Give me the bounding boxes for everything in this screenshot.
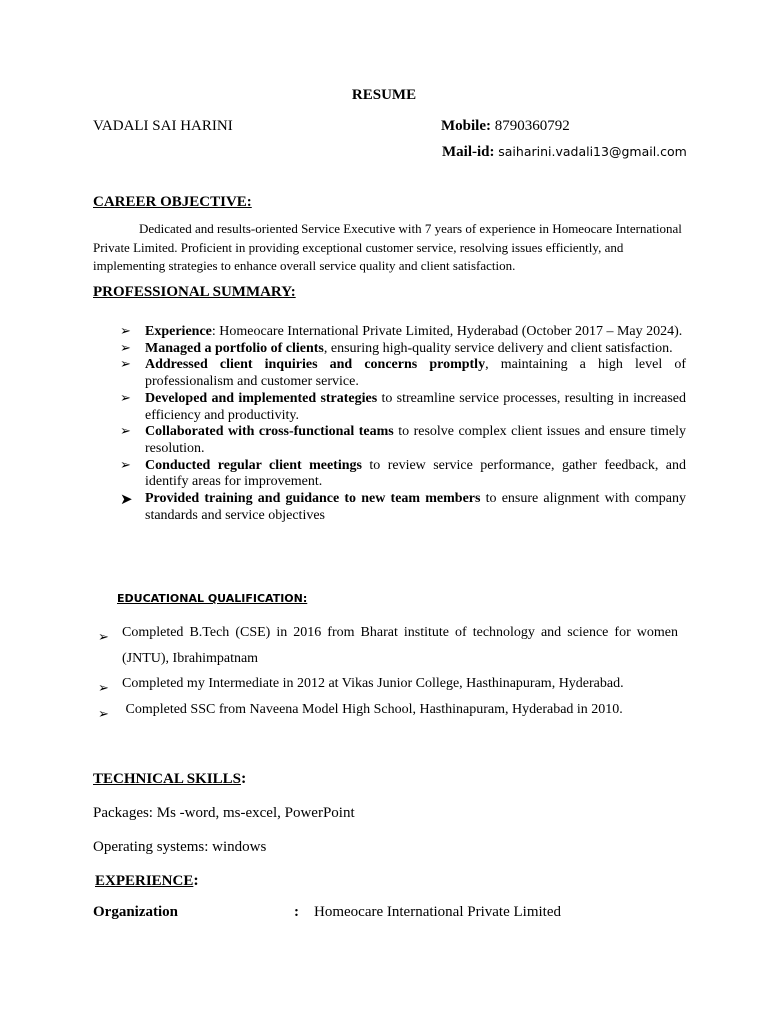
mail-value: saiharini.vadali13@gmail.com <box>498 144 687 159</box>
summary-item <box>120 324 686 341</box>
technical-skills-heading-text: TECHNICAL SKILLS <box>93 771 241 787</box>
candidate-name: VADALI SAI HARINI <box>93 118 233 134</box>
resume-title: RESUME <box>351 87 417 103</box>
summary-item <box>120 357 686 390</box>
education-item-text: Completed B.Tech (CSE) in 2016 from Bharat institute of technology and science for women (JNTU), Ibrahimpatnam <box>122 625 678 666</box>
career-objective-heading: CAREER OBJECTIVE: <box>93 194 252 210</box>
summary-item-text: , ensuring high-quality service delivery and client satisfaction. <box>323 340 673 356</box>
summary-item <box>120 491 686 524</box>
arrow-bullet-icon: ➢ <box>120 357 131 373</box>
summary-item <box>120 458 686 491</box>
packages-line: Packages: Ms -word, ms-excel, PowerPoint <box>93 805 355 821</box>
education-list <box>98 620 678 722</box>
summary-item-bold: Addressed client inquiries and concerns promptly <box>145 357 486 373</box>
career-objective-text <box>93 220 687 276</box>
arrow-bullet-icon: ➢ <box>120 457 131 473</box>
arrow-bullet-icon: ➢ <box>98 630 109 645</box>
arrow-bullet-icon: ➢ <box>120 324 131 339</box>
summary-item-bold: Collaborated with cross-functional teams <box>145 424 394 440</box>
summary-item-text: to ensure alignment with company standards and service objectives <box>145 491 686 523</box>
mobile-value: 8790360792 <box>494 118 570 134</box>
operating-systems-line: Operating systems: windows <box>93 839 267 855</box>
mobile-line <box>441 118 570 135</box>
technical-skills-heading <box>93 770 246 788</box>
education-item-text: Completed my Intermediate in 2012 at Vikas Junior College, Hasthinapuram, Hyderabad. <box>122 676 624 691</box>
summary-item <box>120 341 686 358</box>
arrow-bullet-icon: ➢ <box>120 424 131 440</box>
educational-qualification-heading: EDUCATIONAL QUALIFICATION: <box>117 592 308 605</box>
summary-item-text: to resolve complex client issues and ensure timely resolution. <box>145 424 686 456</box>
technical-skills-heading-colon: : <box>240 770 247 787</box>
summary-item-text: , maintaining a high level of professionalism and customer service. <box>145 357 686 390</box>
organization-colon: : <box>294 904 299 920</box>
summary-item <box>120 424 686 457</box>
experience-heading-text: EXPERIENCE <box>95 873 194 889</box>
arrow-bullet-icon: ➢ <box>98 681 109 696</box>
arrow-bullet-icon: ➢ <box>98 706 109 722</box>
education-item-text: Completed SSC from Naveena Model High School, Hasthinapuram, Hyderabad in 2010. <box>122 701 623 717</box>
education-item <box>98 620 678 671</box>
mail-label: Mail-id: <box>442 144 495 160</box>
mail-line <box>442 144 687 161</box>
organization-value: Homeocare International Private Limited <box>314 904 561 920</box>
professional-summary-heading: PROFESSIONAL SUMMARY: <box>93 284 296 300</box>
arrow-bullet-icon: ➢ <box>120 390 131 406</box>
professional-summary-list <box>120 324 686 524</box>
summary-item-text: : Homeocare International Private Limited, Hyderabad (October 2017 – May 2024). <box>211 324 683 339</box>
summary-item-bold: Provided training and guidance to new team members <box>145 491 481 507</box>
summary-item-bold: Experience <box>145 324 212 339</box>
summary-item-text: to review service performance, gather feedback, and identify areas for improvement. <box>145 457 686 490</box>
summary-item-bold: Managed a portfolio of clients <box>145 340 324 356</box>
arrow-bullet-icon: ➢ <box>120 340 131 356</box>
summary-item-bold: Conducted regular client meetings <box>145 457 362 473</box>
organization-label: Organization <box>93 904 178 920</box>
arrow-bullet-bold-icon: ➤ <box>120 490 133 509</box>
summary-item-text: to streamline service processes, resulting in increased efficiency and productivity. <box>145 390 686 423</box>
summary-item-bold: Developed and implemented strategies <box>145 390 378 406</box>
mobile-label: Mobile: <box>441 118 491 134</box>
career-objective-body: Dedicated and results-oriented Service Executive with 7 years of experience in Homeocare International Private Limited. Proficient in providing exceptional customer service, resolving issues efficiently, and implementing strategies to enhance overall service quality and client satisfaction. <box>93 221 682 273</box>
education-item <box>98 697 678 723</box>
experience-heading-colon: : <box>193 872 199 889</box>
education-item <box>98 671 678 697</box>
summary-item <box>120 391 686 424</box>
experience-heading <box>95 872 199 890</box>
